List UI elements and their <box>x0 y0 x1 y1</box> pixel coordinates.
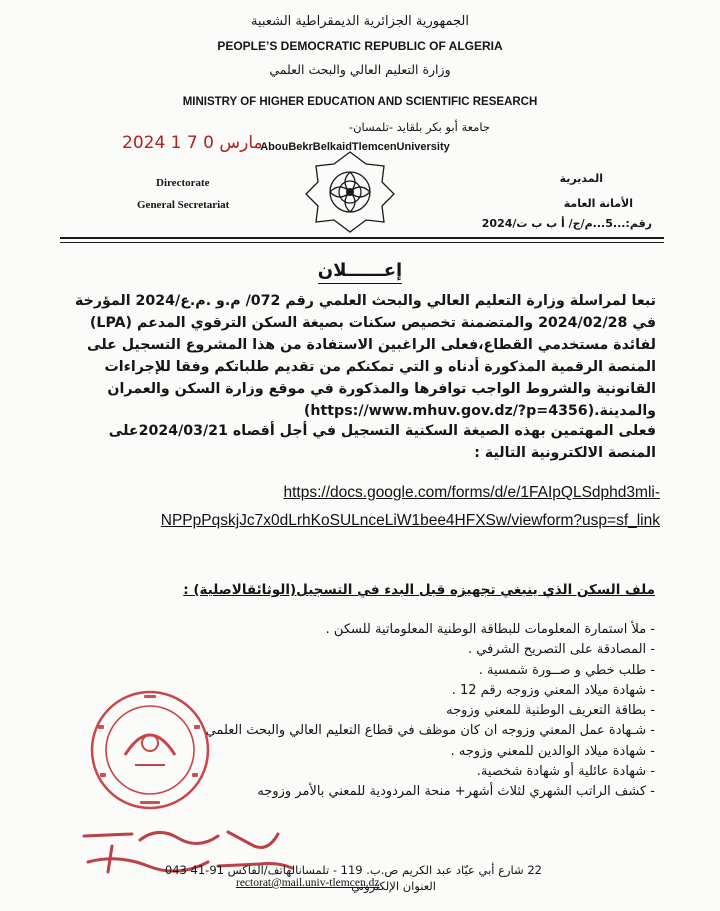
footer-email-label: العنوان الإلكتروني <box>351 879 436 893</box>
list-item: - ملأ استمارة المعلومات للبطاقة الوطنية المعلوماتية للسكن . <box>325 622 655 637</box>
university-emblem-icon <box>300 148 400 234</box>
documents-list <box>185 620 655 803</box>
header-rule-thin <box>60 242 664 243</box>
university-en: AbouBekrBelkaidTlemcenUniversity <box>260 141 450 153</box>
registration-link-continued[interactable]: NPPpPqskjJc7x0dLrhKoSULnceLiW1bee4HFXSw/viewform?usp=sf_link <box>160 512 660 529</box>
republic-en: PEOPLE’S DEMOCRATIC REPUBLIC OF ALGERIA <box>217 39 503 53</box>
list-item: - المصادقة على التصريح الشرفي . <box>467 642 655 658</box>
documents-title: ملف السكن الذي ينبغي تجهيزه قبل البدء في التسجيل(الوثائقالاصلية) : <box>183 582 655 598</box>
list-item: - بطاقة التعريف الوطنية للمعني وزوجه <box>446 703 655 719</box>
university-ar: جامعة أبو بكر بلقايد -تلمسان- <box>348 120 490 134</box>
announcement-paragraph: تبعا لمراسلة وزارة التعليم العالي والبحث العلمي رقم 072/ م.و .م.ع/2024 المؤرخة في 2024/02/28 والمتضمنة تخصيص سكنات بصيغة السكن الترقوي المدعم (LPA) لفائدة مستخدمي القطاع،فعلى الراغبين الاستفادة من هذا المشروع التسجيل على المنصة الرقمية المذكورة أدناه و التي تمكنكم من تقديم طلباتكم وفقا للإجراءات القانونية والشروط الواجب توافرها والمذكورة في موقع وزارة السكن والعمران والمدينة.(https://www.mhuv.gov.dz/?p=4356) <box>74 293 656 419</box>
list-item: - شهادة عائلية أو شهادة شخصية. <box>476 764 655 780</box>
footer-email[interactable]: rectorat@mail.univ-tlemcen.dz <box>236 877 380 889</box>
list-item: - طلب خطي و صــورة شمسية . <box>478 662 655 678</box>
ministry-ar: وزارة التعليم العالي والبحث العلمي <box>269 62 451 77</box>
republic-ar: الجمهورية الجزائرية الديمقراطية الشعبية <box>251 14 469 29</box>
reference-number: رقم:...5...م/ج/ أ ب ب ت/2024 <box>481 217 652 230</box>
secretariat-en: General Secretariat <box>137 199 230 211</box>
registration-link[interactable]: https://docs.google.com/forms/d/e/1FAIpQLSdphd3mli- <box>283 484 660 501</box>
footer-address: 22 شارع أبي عيّاد عبد الكريم ص.ب. 119 - تلمسانالهاتف/الفاكس 91-41 043 <box>164 863 542 877</box>
list-item: - كشف الراتب الشهري لثلاث أشهر+ منحة المردودية للمعني بالأمر وزوجه <box>257 784 655 800</box>
official-stamp-icon <box>80 685 220 815</box>
ministry-en: MINISTRY OF HIGHER EDUCATION AND SCIENTIFIC RESEARCH <box>182 96 538 108</box>
secretariat-ar: الأمانة العامة <box>563 197 633 210</box>
directorate-ar: المديرية <box>559 172 603 185</box>
deadline-paragraph: فعلى المهتمين بهذه الصيغة السكنية التسجيل في أجل أقصاه 2024/03/21على المنصة الالكترونية التالية : <box>108 423 656 461</box>
header-rule <box>60 237 664 239</box>
announcement-title: إعــــــلان <box>0 260 720 281</box>
list-item: - شهادة ميلاد المعني وزوجه رقم 12 . <box>451 682 655 698</box>
date-stamp: 2024 مارس 0 7 1 <box>122 133 263 153</box>
directorate-en: Directorate <box>156 177 210 189</box>
list-item: - شهادة ميلاد الوالدين للمعني وزوجه . <box>450 743 655 759</box>
list-item: - شـهادة عمل المعني وزوجه ان كان موظف في قطاع التعليم العالي والبحث العلمي <box>205 723 655 739</box>
